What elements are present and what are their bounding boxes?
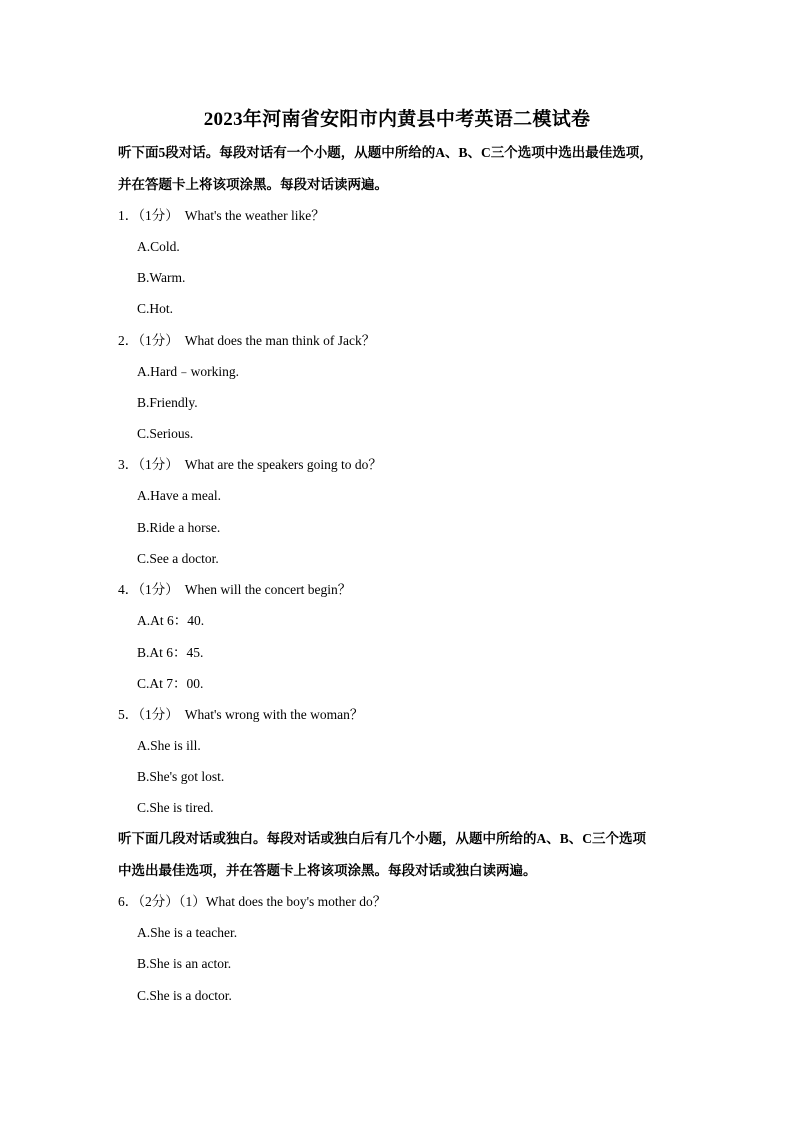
- question-6-option-a: A.She is a teacher.: [137, 925, 238, 940]
- question-6: [118, 893, 386, 911]
- question-1-option-a: A.Cold.: [137, 239, 180, 254]
- section-2-instruction-line-1: 听下面几段对话或独白。每段对话或独白后有几个小题，从题中所给的A、B、C三个选项: [118, 831, 647, 846]
- question-4-option-c: C.At 7：00.: [137, 676, 204, 691]
- question-3-option-a: A.Have a meal.: [137, 488, 221, 503]
- question-number: 2．（1分）: [118, 333, 179, 348]
- question-1: [118, 207, 325, 225]
- question-text: When will the concert begin？: [184, 582, 352, 597]
- question-number: 5．（1分）: [118, 707, 179, 722]
- section-1-instruction-line-1: 听下面5段对话。每段对话有一个小题，从题中所给的A、B、C三个选项中选出最佳选项，: [118, 145, 653, 160]
- question-number: 1．（1分）: [118, 208, 179, 223]
- question-6-option-b: B.She is an actor.: [137, 956, 232, 971]
- question-6-option-c: C.She is a doctor.: [137, 988, 232, 1003]
- question-number: 3．（1分）: [118, 457, 179, 472]
- question-1-option-b: B.Warm.: [137, 270, 186, 285]
- question-4-option-a: A.At 6：40.: [137, 613, 205, 628]
- question-5-option-a: A.She is ill.: [137, 738, 201, 753]
- question-2-option-a: A.Hard﹣working.: [137, 364, 239, 379]
- question-5-option-c: C.She is tired.: [137, 800, 214, 815]
- page-title: 2023年河南省安阳市内黄县中考英语二模试卷: [203, 109, 591, 130]
- question-number: 6．（2分）（1）: [118, 894, 206, 909]
- question-3-option-b: B.Ride a horse.: [137, 520, 221, 535]
- question-text: What's wrong with the woman？: [184, 707, 364, 722]
- question-5-option-b: B.She's got lost.: [137, 769, 225, 784]
- question-2-option-c: C.Serious.: [137, 426, 194, 441]
- question-4: [118, 581, 351, 599]
- question-2-option-b: B.Friendly.: [137, 395, 198, 410]
- question-5: [118, 706, 363, 724]
- question-3-option-c: C.See a doctor.: [137, 551, 219, 566]
- question-3: [118, 456, 382, 474]
- question-text: What does the man think of Jack？: [184, 333, 376, 348]
- question-text: What's the weather like？: [184, 208, 325, 223]
- question-4-option-b: B.At 6：45.: [137, 645, 204, 660]
- question-1-option-c: C.Hot.: [137, 301, 174, 316]
- question-2: [118, 332, 375, 350]
- section-1-instruction-line-2: 并在答题卡上将该项涂黑。每段对话读两遍。: [118, 177, 388, 192]
- question-number: 4．（1分）: [118, 582, 179, 597]
- section-2-instruction-line-2: 中选出最佳选项，并在答题卡上将该项涂黑。每段对话或独白读两遍。: [118, 863, 537, 878]
- question-text: What are the speakers going to do？: [184, 457, 382, 472]
- question-text: What does the boy's mother do？: [205, 894, 387, 909]
